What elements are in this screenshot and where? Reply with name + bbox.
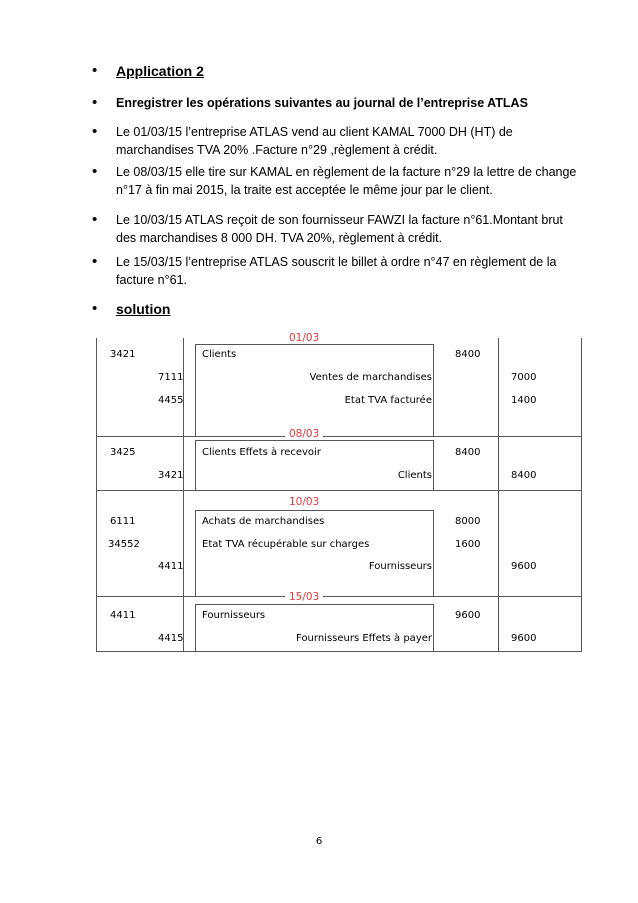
entry-label: Clients Effets à recevoir bbox=[202, 447, 321, 458]
journal-bottom-border bbox=[96, 651, 582, 652]
credit-account: 4415 bbox=[158, 633, 184, 644]
credit-amount: 8400 bbox=[511, 470, 537, 481]
debit-amount: 1600 bbox=[455, 539, 481, 550]
entry-label: Etat TVA récupérable sur charges bbox=[202, 539, 370, 550]
debit-account: 3425 bbox=[110, 447, 136, 458]
journal-right-border bbox=[581, 338, 582, 652]
bullet-icon: • bbox=[92, 300, 98, 317]
page-number: 6 bbox=[315, 836, 323, 847]
application-title: Application 2 bbox=[116, 63, 204, 79]
entry-date: 15/03 bbox=[285, 591, 323, 603]
entry-box-left bbox=[195, 344, 196, 436]
debit-amount: 8400 bbox=[455, 447, 481, 458]
entry-label: Fournisseurs bbox=[202, 610, 266, 621]
entry-box-left bbox=[195, 510, 196, 596]
entry-label: Clients bbox=[397, 470, 432, 481]
debit-amount: 8400 bbox=[455, 349, 481, 360]
bullet-icon: • bbox=[92, 163, 98, 180]
solution-title: solution bbox=[116, 301, 171, 317]
entry-box-right bbox=[433, 510, 434, 596]
entry-date: 08/03 bbox=[285, 428, 323, 440]
credit-account: 4411 bbox=[158, 561, 184, 572]
operation-3-text: Le 10/03/15 ATLAS reçoit de son fournisseur FAWZI la facture n°61.Montant brut des marchandises 8 000 DH. TVA 20%, règlement à crédit. bbox=[116, 213, 563, 245]
journal-column-divider bbox=[183, 338, 184, 652]
entry-separator bbox=[195, 604, 433, 605]
credit-account: 3421 bbox=[158, 470, 184, 481]
entry-label: Fournisseurs bbox=[368, 561, 432, 572]
journal-table bbox=[96, 332, 582, 652]
entry-separator bbox=[96, 490, 582, 491]
debit-account: 6111 bbox=[110, 516, 136, 527]
entry-separator bbox=[195, 440, 433, 441]
debit-account: 4411 bbox=[110, 610, 136, 621]
journal-column-divider bbox=[498, 338, 499, 652]
entry-separator bbox=[96, 436, 582, 437]
journal-left-border bbox=[96, 338, 97, 652]
credit-account: 4455 bbox=[158, 395, 184, 406]
entry-label: Ventes de marchandises bbox=[309, 372, 432, 383]
debit-account: 3421 bbox=[110, 349, 136, 360]
entry-box-right bbox=[433, 344, 434, 436]
entry-box-left bbox=[195, 440, 196, 490]
credit-amount: 9600 bbox=[511, 633, 537, 644]
entry-separator bbox=[195, 510, 433, 511]
bullet-icon: • bbox=[92, 94, 98, 111]
entry-separator bbox=[195, 344, 433, 345]
entry-box-left bbox=[195, 604, 196, 652]
credit-account: 7111 bbox=[158, 372, 184, 383]
instruction-text: Enregistrer les opérations suivantes au journal de l’entreprise ATLAS bbox=[116, 96, 528, 110]
credit-amount: 9600 bbox=[511, 561, 537, 572]
credit-amount: 1400 bbox=[511, 395, 537, 406]
entry-date: 10/03 bbox=[285, 496, 323, 508]
debit-amount: 9600 bbox=[455, 610, 481, 621]
entry-label: Clients bbox=[202, 349, 237, 360]
credit-amount: 7000 bbox=[511, 372, 537, 383]
entry-label: Fournisseurs Effets à payer bbox=[296, 633, 432, 644]
operation-4-text: Le 15/03/15 l’entreprise ATLAS souscrit le billet à ordre n°47 en règlement de la facture n°61. bbox=[116, 255, 557, 287]
bullet-icon: • bbox=[92, 62, 98, 79]
entry-box-right bbox=[433, 604, 434, 652]
debit-amount: 8000 bbox=[455, 516, 481, 527]
operation-1-text: Le 01/03/15 l’entreprise ATLAS vend au client KAMAL 7000 DH (HT) de marchandises TVA 20% .Facture n°29 ,règlement à crédit. bbox=[116, 125, 513, 157]
bullet-icon: • bbox=[92, 123, 98, 140]
bullet-icon: • bbox=[92, 211, 98, 228]
entry-separator bbox=[96, 596, 582, 597]
operation-2-text: Le 08/03/15 elle tire sur KAMAL en règlement de la facture n°29 la lettre de change n°17 à fin mai 2015, la traite est acceptée le même jour par le client. bbox=[116, 165, 577, 197]
debit-account: 34552 bbox=[108, 539, 140, 550]
entry-label: Etat TVA facturée bbox=[344, 395, 432, 406]
entry-date: 01/03 bbox=[285, 332, 323, 344]
entry-label: Achats de marchandises bbox=[202, 516, 325, 527]
entry-box-right bbox=[433, 440, 434, 490]
bullet-icon: • bbox=[92, 253, 98, 270]
